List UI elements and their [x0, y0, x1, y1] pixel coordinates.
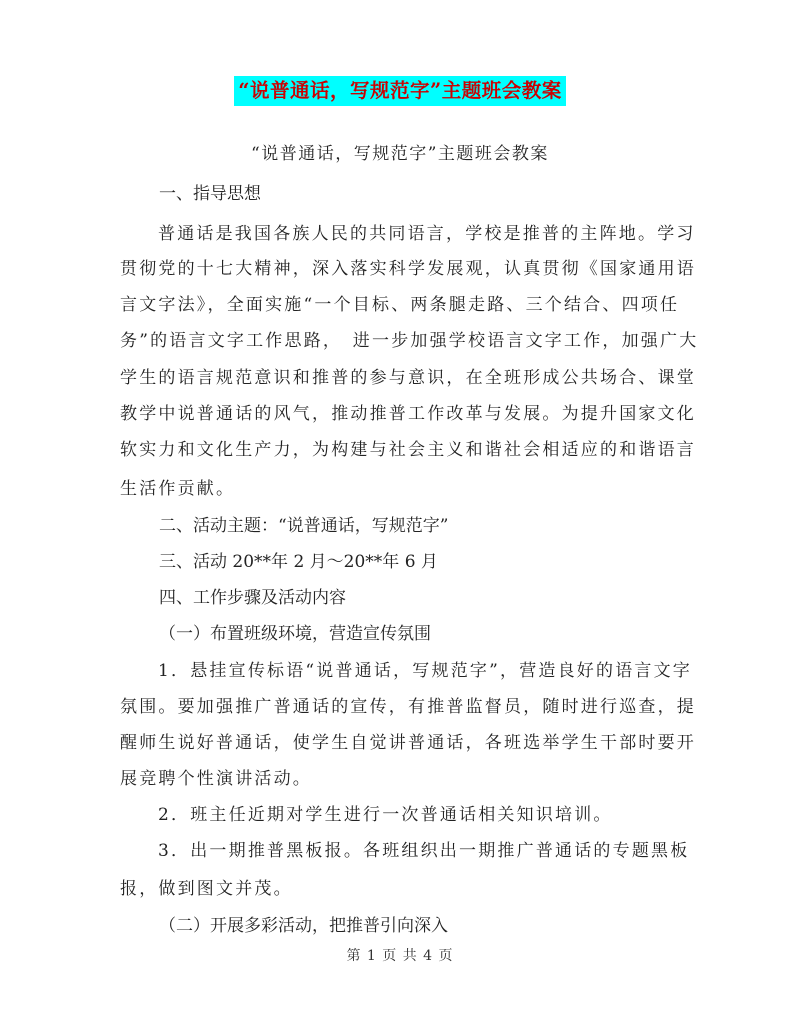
banner-title: “说普通话，写规范字”主题班会教案: [234, 76, 565, 106]
paragraph-line: 报，做到图文并茂。: [120, 879, 293, 899]
section-heading-guiding-thought: 一、指导思想: [159, 184, 261, 204]
paragraph-line: 言文字法》，全面实施“一个目标、两条腿走路、三个结合、四项任: [120, 295, 680, 315]
subsection-heading-environment: （一）布置班级环境，营造宣传氛围: [159, 624, 431, 644]
paragraph-line: 2．班主任近期对学生进行一次普通话相关知识培训。: [158, 805, 613, 825]
paragraph-line: 醒师生说好普通话，使学生自觉讲普通话，各班选举学生干部时要开: [120, 733, 696, 753]
paragraph-line: 3．出一期推普黑板报。各班组织出一期推广普通话的专题黑板: [158, 841, 690, 861]
doc-title: “说普通话，写规范字”主题班会教案: [251, 144, 549, 164]
paragraph-line: 贯彻党的十七大精神，深入落实科学发展观，认真贯彻《国家通用语: [120, 259, 696, 279]
paragraph-line: 务”的语言文字工作思路， 进一步加强学校语言文字工作，加强广大: [120, 331, 699, 351]
paragraph-line: 展竞聘个性演讲活动。: [120, 769, 312, 789]
section-heading-theme: 二、活动主题：“说普通话，写规范字”: [159, 516, 449, 536]
page-number: 第 1 页 共 4 页: [346, 948, 454, 964]
paragraph-line: 普通话是我国各族人民的共同语言，学校是推普的主阵地。学习: [158, 224, 696, 244]
paragraph-line: 学生的语言规范意识和推普的参与意识，在全班形成公共场合、课堂: [120, 368, 696, 388]
section-heading-period: 三、活动 20**年 2 月～20**年 6 月: [159, 552, 438, 572]
paragraph-line: 软实力和文化生产力，为构建与社会主义和谐社会相适应的和谐语言: [120, 440, 696, 460]
subsection-heading-activities: （二）开展多彩活动，把推普引向深入: [159, 916, 448, 936]
paragraph-line: 教学中说普通话的风气，推动推普工作改革与发展。为提升国家文化: [120, 404, 696, 424]
paragraph-line: 1．悬挂宣传标语“说普通话，写规范字”，营造良好的语言文字: [158, 661, 692, 681]
section-heading-steps: 四、工作步骤及活动内容: [159, 588, 346, 608]
paragraph-line: 氛围。要加强推广普通话的宣传，有推普监督员，随时进行巡查，提: [120, 697, 696, 717]
banner-header: [0, 76, 800, 106]
paragraph-line: 生活作贡献。: [120, 479, 236, 499]
